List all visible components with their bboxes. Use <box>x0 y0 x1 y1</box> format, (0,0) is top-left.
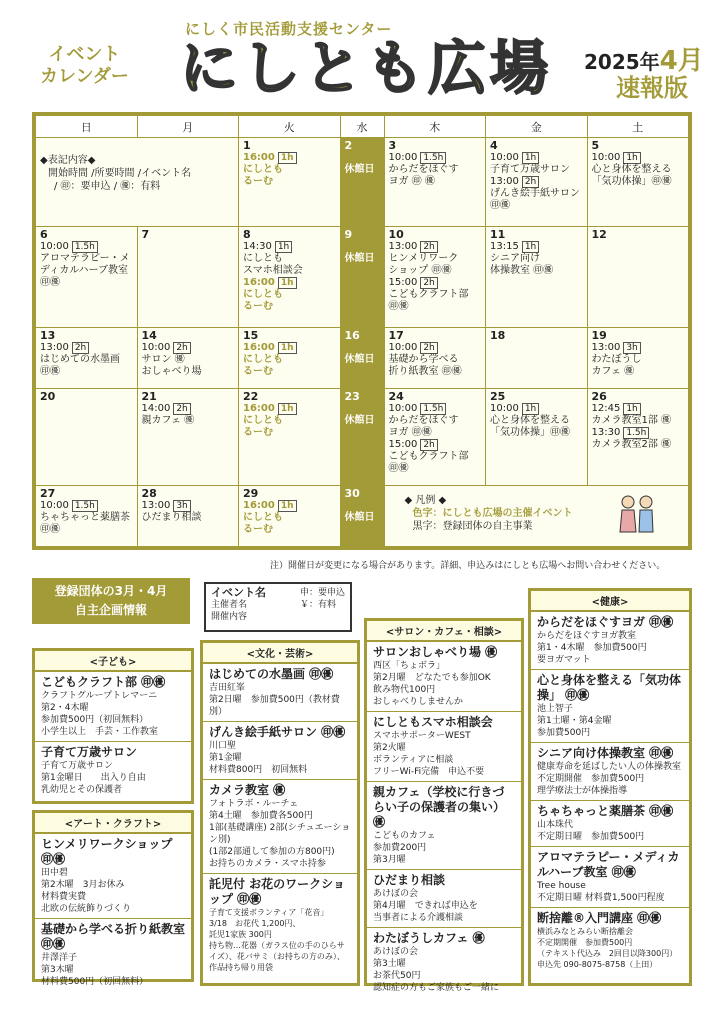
day-26[interactable]: 26 12:45 1h カメラ教室1部 ㊝ 13:30 1.5h カメラ教室2部 ㊝ <box>587 389 689 486</box>
day-12[interactable]: 12 <box>587 227 689 328</box>
day-11[interactable]: 11 13:15 1h シニア向け 体操教室 ㊞㊝ <box>486 227 588 328</box>
day-2: 2 休館日 <box>340 138 384 227</box>
weekday-sat: 土 <box>587 116 689 138</box>
weekday-fri: 金 <box>486 116 588 138</box>
note-text: 注）開催日が変更になる場合があります。詳細、申込みはにしとも広場へお問い合わせください。 <box>270 561 666 571</box>
list-item[interactable]: 託児付 お花のワークショップ ㊞㊝ 子育て支援ボランティア「花音」 3/18 お花代 1,200円、 託児1家族 300円 持ち物…花器（ガラス位の手のひらサイズ）、花バサミ（お持ちの方のみ）、 作品持ち帰り用袋 <box>209 877 345 972</box>
page-title: にしとも広場 <box>180 34 553 102</box>
weekday-wed: 水 <box>340 116 384 138</box>
day-13[interactable]: 13 13:00 2h はじめての水墨画 ㊞㊝ <box>36 328 138 389</box>
list-item[interactable]: はじめての水墨画 ㊞㊝ 吉田紅峯 第2日曜 参加費500円（教材費別） <box>203 664 357 722</box>
day-17[interactable]: 17 10:00 2h 基礎から学べる 折り紙教室 ㊞㊝ <box>384 328 486 389</box>
list-item[interactable]: わたぼうしカフェ ㊝ あけぼの会 第3土曜 お茶代50円 認知症の方もご家族もご一緒に <box>373 931 500 993</box>
list-item[interactable]: ちゃちゃっと薬膳茶 ㊞㊝ 山本珠代 不定期日曜 参加費500円 <box>531 801 689 847</box>
registered-groups-title: 登録団体の3月・4月 自主企画情報 <box>32 578 190 624</box>
weekday-tue: 火 <box>239 116 341 138</box>
people-illustration <box>616 492 658 536</box>
section-salon: <サロン・カフェ・相談> サロンおしゃべり場 ㊝ 西区「ちょボラ」 第2月曜 どなたでも参加OK 飲み物代100円 おしゃべりしませんか にしともスマホ相談会 スマホサポーターWEST 第2火曜 ボランティアに相談 フリーWi-Fi完備 申込不要 親カフェ（学校に行きづらい子の保護者の集い） ㊝ こどものカフェ 参加費200円 第3月曜 ひだまり相談 あけぼの会 第4月曜 できれば申込を 当事者による介護相談 わたぼうしカフェ ㊝ あけぼの会 第3土曜 お茶代50円 認知症の方もご家族もご一緒に <box>364 618 524 986</box>
day-5[interactable]: 5 10:00 1h 心と身体を整える「気功体操」㊞㊝ <box>587 138 689 227</box>
day-24[interactable]: 24 10:00 1.5h からだをほぐす ヨガ ㊞㊝ 15:00 2h こどもクラフト部 ㊞㊝ <box>384 389 486 486</box>
day-19[interactable]: 19 13:00 3h わたぼうし カフェ ㊝ <box>587 328 689 389</box>
section-kenko: <健康> からだをほぐすヨガ ㊞㊝ からだをほぐすヨガ教室 第1・4木曜 参加費500円 要ヨガマット 心と身体を整える「気功体操」 ㊞㊝ 池上智子 第1土曜・第4金曜 参加費500円 シニア向け体操教室 ㊞㊝ 健康寿命を延ばしたい人の体操教室 不定期開催 参加費500円 理学療法士が体操指導 ちゃちゃっと薬膳茶 ㊞㊝ 山本珠代 不定期日曜 参加費500円 アロマテラピー・メディカルハーブ教室 ㊞㊝ Tree house 不定期日曜 材料費1,500円程度 断捨離®入門講座 ㊞㊝ 横浜みなとみらい断捨離会 不定期開催 参加費500円 （テキスト代込み 2回目以降300円） 申込先 090-8075-8758（上田） <box>528 588 692 986</box>
day-7[interactable]: 7 <box>137 227 239 328</box>
list-item[interactable]: からだをほぐすヨガ ㊞㊝ からだをほぐすヨガ教室 第1・4木曜 参加費500円 要ヨガマット <box>531 612 689 670</box>
day-15[interactable]: 15 16:00 1h にしとも るーむ <box>239 328 341 389</box>
day-28[interactable]: 28 13:00 3h ひだまり相談 <box>137 486 239 547</box>
list-item[interactable]: 子育て万歳サロン 子育て万歳サロン 第1金曜日 出入り自由 乳幼児とその保護者 <box>41 745 146 795</box>
day-1[interactable]: 1 16:00 1h にしとも るーむ <box>239 138 341 227</box>
calendar-legend: ◆ 凡例 ◆ 色字：にしとも広場の主催イベント 黒字：登録団体の自主事業 <box>384 486 689 547</box>
sokuho-label: 速報版 <box>616 74 688 102</box>
day-16: 16 休館日 <box>340 328 384 389</box>
day-3[interactable]: 3 10:00 1.5h からだをほぐす ヨガ ㊞ ㊝ <box>384 138 486 227</box>
day-4[interactable]: 4 10:00 1h 子育て万歳サロン 13:00 2h げんき絵手紙サロン ㊞㊝ <box>486 138 588 227</box>
list-item[interactable]: にしともスマホ相談会 スマホサポーターWEST 第2火曜 ボランティアに相談 フリーWi-Fi完備 申込不要 <box>367 712 521 782</box>
day-21[interactable]: 21 14:00 2h 親カフェ ㊝ <box>137 389 239 486</box>
weekday-sun: 日 <box>36 116 138 138</box>
day-10[interactable]: 10 13:00 2h ヒンメリワーク ショップ ㊞㊝ 15:00 2h こどもクラフト部 ㊞㊝ <box>384 227 486 328</box>
list-item[interactable]: げんき絵手紙サロン ㊞㊝ 川口聖 第1金曜 材料費800円 初回無料 <box>203 722 357 780</box>
list-item[interactable]: こどもクラフト部 ㊞㊝ クラフトグループトレマーニ 第2・4木曜 参加費500円（初回無料） 小学生以上 手芸・工作教室 <box>35 672 191 742</box>
day-27[interactable]: 27 10:00 1.5h ちゃちゃっと薬膳茶 ㊞㊝ <box>36 486 138 547</box>
legend-box: 申：要申込 ￥：有料 イベント名 主催者名 開催内容 <box>204 582 352 632</box>
day-9: 9 休館日 <box>340 227 384 328</box>
list-item[interactable]: ひだまり相談 あけぼの会 第4月曜 できれば申込を 当事者による介護相談 <box>367 870 521 928</box>
day-23: 23 休館日 <box>340 389 384 486</box>
calendar <box>32 112 692 550</box>
day-14[interactable]: 14 10:00 2h サロン ㊝ おしゃべり場 <box>137 328 239 389</box>
day-8[interactable]: 8 14:30 1h にしとも スマホ相談会 16:00 1h にしとも るーむ <box>239 227 341 328</box>
weekday-thu: 木 <box>384 116 486 138</box>
org-name: にしく市民活動支援センター <box>185 20 393 38</box>
list-item[interactable]: サロンおしゃべり場 ㊝ 西区「ちょボラ」 第2月曜 どなたでも参加OK 飲み物代100円 おしゃべりしませんか <box>367 642 521 712</box>
list-item[interactable]: 断捨離®入門講座 ㊞㊝ 横浜みなとみらい断捨離会 不定期開催 参加費500円 （テキスト代込み 2回目以降300円） 申込先 090-8075-8758（上田） <box>537 911 678 969</box>
list-item[interactable]: シニア向け体操教室 ㊞㊝ 健康寿命を延ばしたい人の体操教室 不定期開催 参加費500円 理学療法士が体操指導 <box>531 743 689 801</box>
month-label: 2025年4月 <box>584 46 704 76</box>
section-art: <アート・クラフト> ヒンメリワークショップ ㊞㊝ 田中碧 第2木曜 3月お休み 材料費実費 北欧の伝統飾りづくり 基礎から学べる折り紙教室 ㊞㊝ 井澤洋子 第3木曜 材料費500円（初回無料） <box>32 810 194 982</box>
day-25[interactable]: 25 10:00 1h 心と身体を整える「気功体操」㊞㊝ <box>486 389 588 486</box>
list-item[interactable]: 基礎から学べる折り紙教室 ㊞㊝ 井澤洋子 第3木曜 材料費500円（初回無料） <box>41 922 186 987</box>
day-29[interactable]: 29 16:00 1h にしとも るーむ <box>239 486 341 547</box>
day-6[interactable]: 6 10:00 1.5h アロマテラピー・メディカルハーブ教室 ㊞㊝ <box>36 227 138 328</box>
list-item[interactable]: 心と身体を整える「気功体操」 ㊞㊝ 池上智子 第1土曜・第4金曜 参加費500円 <box>531 670 689 743</box>
calendar-legend-top: ◆表記内容◆ 開始時間 /所要時間 /イベント名 / ㊞：要申込 / ㊝：有料 <box>36 138 239 227</box>
list-item[interactable]: 親カフェ（学校に行きづらい子の保護者の集い） ㊝ こどものカフェ 参加費200円 第3月曜 <box>367 782 521 870</box>
list-item[interactable]: アロマテラピー・メディカルハーブ教室 ㊞㊝ Tree house 不定期日曜 材料費1,500円程度 <box>531 847 689 908</box>
section-kodomo: <子ども> こどもクラフト部 ㊞㊝ クラフトグループトレマーニ 第2・4木曜 参加費500円（初回無料） 小学生以上 手芸・工作教室 子育て万歳サロン 子育て万歳サロン 第1金曜日 出入り自由 乳幼児とその保護者 <box>32 648 194 804</box>
weekday-mon: 月 <box>137 116 239 138</box>
header <box>0 0 724 110</box>
day-20[interactable]: 20 <box>36 389 138 486</box>
list-item[interactable]: カメラ教室 ㊝ フォトラボ・ルーチェ 第4土曜 参加費各500円 1部(基礎講座) 2部(シチュエーション別) (1部2部通して参加の方800円) お持ちのカメラ・スマホ持参 <box>203 780 357 874</box>
day-22[interactable]: 22 16:00 1h にしとも るーむ <box>239 389 341 486</box>
day-18[interactable]: 18 <box>486 328 588 389</box>
list-item[interactable]: ヒンメリワークショップ ㊞㊝ 田中碧 第2木曜 3月お休み 材料費実費 北欧の伝統飾りづくり <box>35 834 191 919</box>
section-bunka: <文化・芸術> はじめての水墨画 ㊞㊝ 吉田紅峯 第2日曜 参加費500円（教材費別） げんき絵手紙サロン ㊞㊝ 川口聖 第1金曜 材料費800円 初回無料 カメラ教室 ㊝ フォトラボ・ルーチェ 第4土曜 参加費各500円 1部(基礎講座) 2部(シチュエーション別) (1部2部通して参加の方800円) お持ちのカメラ・スマホ持参 託児付 お花のワークショップ ㊞㊝ 子育て支援ボランティア「花音」 3/18 お花代 1,200円、 託児1家族 300円 持ち物…花器（ガラス位の手のひらサイズ）、花バサミ（お持ちの方のみ）、 作品持ち帰り用袋 <box>200 640 360 986</box>
day-30: 30 休館日 <box>340 486 384 547</box>
event-calendar-label: イベント カレンダー <box>40 44 129 87</box>
